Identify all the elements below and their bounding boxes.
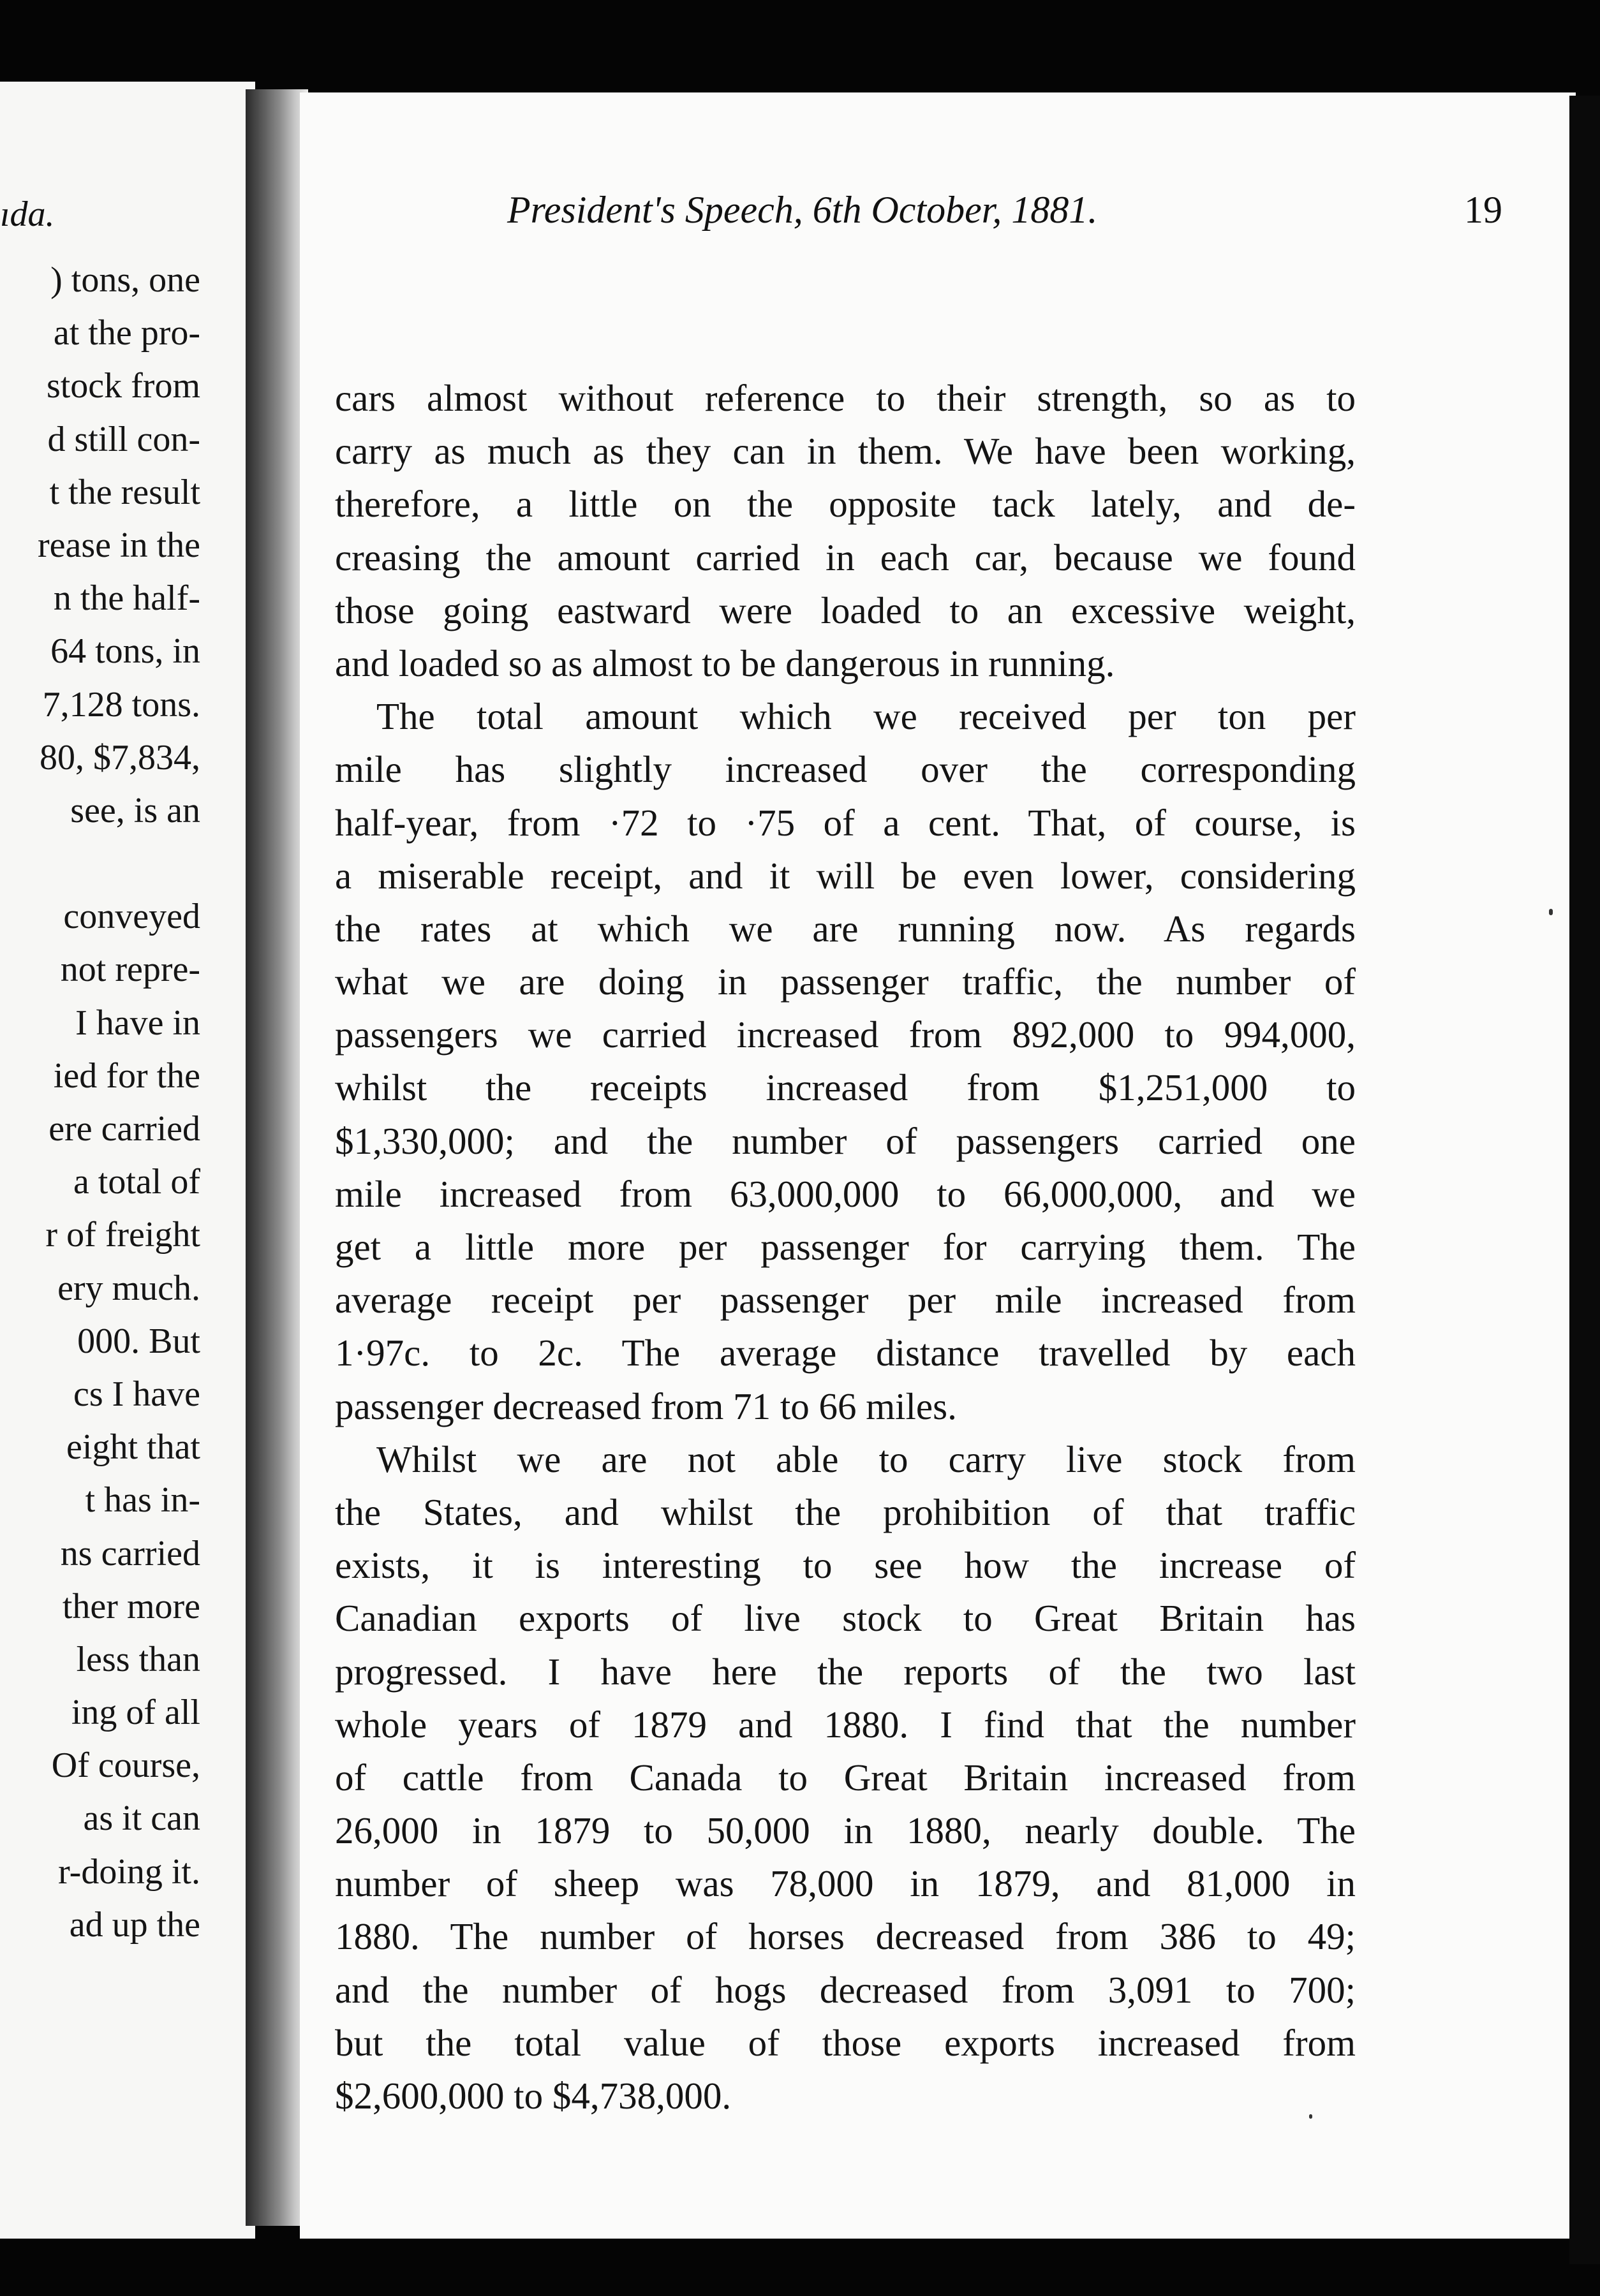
- left-page-line: ther more: [62, 1586, 200, 1626]
- body-line: the States, and whilst the prohibition of that traffic: [335, 1490, 1356, 1533]
- body-line: $1,330,000; and the number of passengers carried one: [335, 1119, 1356, 1162]
- left-page-line: a total of: [73, 1162, 200, 1202]
- left-page-line: Of course,: [51, 1746, 200, 1786]
- body-line: whole years of 1879 and 1880. I find that the number: [335, 1703, 1356, 1746]
- left-page-line: ing of all: [71, 1693, 200, 1733]
- body-line: The total amount which we received per ton per: [376, 695, 1356, 738]
- body-line: what we are doing in passenger traffic, the number of: [335, 960, 1356, 1003]
- body-line: therefore, a little on the opposite tack lately, and de-: [335, 483, 1356, 526]
- body-line: exists, it is interesting to see how the increase of: [335, 1544, 1356, 1587]
- body-line: and the number of hogs decreased from 3,091 to 700;: [335, 1968, 1356, 2011]
- body-line: cars almost without reference to their strength, so as to: [335, 377, 1356, 419]
- body-line: progressed. I have here the reports of the two last: [335, 1650, 1356, 1693]
- body-line: $2,600,000 to $4,738,000.: [335, 2075, 732, 2117]
- body-line: mile has slightly increased over the corresponding: [335, 748, 1356, 791]
- left-page-line: 000. But: [77, 1321, 200, 1361]
- facing-page-left: [0, 82, 255, 2239]
- left-page-line: r of freight: [45, 1215, 200, 1255]
- left-page-running-head: ıda.: [0, 195, 55, 234]
- book-gutter-shadow: [246, 89, 308, 2226]
- left-page-line: r-doing it.: [58, 1851, 200, 1892]
- body-line: 1·97c. to 2c. The average distance travelled by each: [335, 1332, 1356, 1374]
- left-page-line: see, is an: [70, 790, 200, 830]
- body-line: whilst the receipts increased from $1,251,000 to: [335, 1066, 1356, 1109]
- body-line: the rates at which we are running now. As regards: [335, 907, 1356, 950]
- left-page-line: 80, $7,834,: [40, 737, 200, 777]
- body-line: those going eastward were loaded to an excessive weight,: [335, 589, 1356, 631]
- body-line: number of sheep was 78,000 in 1879, and 81,000 in: [335, 1862, 1356, 1905]
- body-line: Whilst we are not able to carry live stock from: [376, 1438, 1356, 1480]
- left-page-line: ns carried: [60, 1533, 200, 1573]
- left-page-line: conveyed: [63, 897, 200, 937]
- body-line: and loaded so as almost to be dangerous in running.: [335, 642, 1115, 684]
- left-page-line: stock from: [46, 366, 200, 406]
- left-page-line: ere carried: [48, 1109, 200, 1149]
- body-line: 1880. The number of horses decreased from 386 to 49;: [335, 1915, 1356, 1958]
- left-page-line: I have in: [75, 1003, 200, 1043]
- left-page-line: ad up the: [69, 1904, 200, 1945]
- left-page-line: 64 tons, in: [50, 631, 200, 672]
- left-page-line: ery much.: [57, 1268, 200, 1308]
- body-line: mile increased from 63,000,000 to 66,000,000, and we: [335, 1172, 1356, 1215]
- body-line: carry as much as they can in them. We have been working,: [335, 430, 1356, 473]
- paper-speck: [1309, 2114, 1312, 2119]
- left-page-line: [0, 837, 200, 890]
- paper-speck: [1549, 909, 1553, 915]
- body-line: 26,000 in 1879 to 50,000 in 1880, nearly double. The: [335, 1809, 1356, 1852]
- body-line: passengers we carried increased from 892,000 to 994,000,: [335, 1013, 1356, 1056]
- left-page-line: ied for the: [53, 1056, 200, 1096]
- body-line: half-year, from ·72 to ·75 of a cent. That, of course, is: [335, 801, 1356, 844]
- left-page-text-fragment: [0, 254, 200, 1952]
- left-page-line: n the half-: [53, 578, 200, 619]
- body-line: average receipt per passenger per mile increased from: [335, 1279, 1356, 1321]
- body-line: passenger decreased from 71 to 66 miles.: [335, 1385, 957, 1427]
- left-page-line: as it can: [83, 1799, 200, 1839]
- left-page-line: less than: [76, 1639, 200, 1679]
- left-page-line: cs I have: [73, 1374, 200, 1414]
- page-number: 19: [1464, 189, 1502, 231]
- left-page-line: ) tons, one: [50, 260, 200, 300]
- running-head-title: President's Speech, 6th October, 1881.: [507, 189, 1098, 231]
- body-line: creasing the amount carried in each car, because we found: [335, 536, 1356, 578]
- page-19: [300, 92, 1576, 2239]
- body-line: Canadian exports of live stock to Great Britain has: [335, 1597, 1356, 1640]
- left-page-line: t the result: [49, 472, 200, 512]
- running-head: [507, 188, 1502, 239]
- left-page-line: at the pro-: [53, 313, 200, 353]
- left-page-line: rease in the: [38, 525, 200, 565]
- left-page-line: not repre-: [60, 950, 200, 990]
- left-page-line: d still con-: [47, 419, 200, 459]
- body-line: get a little more per passenger for carrying them. The: [335, 1226, 1356, 1268]
- left-page-line: eight that: [66, 1427, 200, 1468]
- body-text: [335, 372, 1356, 2123]
- scan-border-right: [1569, 96, 1600, 2264]
- body-line: of cattle from Canada to Great Britain increased from: [335, 1756, 1356, 1799]
- left-page-line: 7,128 tons.: [42, 684, 200, 725]
- body-line: but the total value of those exports increased from: [335, 2021, 1356, 2064]
- body-line: a miserable receipt, and it will be even lower, considering: [335, 854, 1356, 897]
- left-page-line: t has in-: [85, 1480, 200, 1520]
